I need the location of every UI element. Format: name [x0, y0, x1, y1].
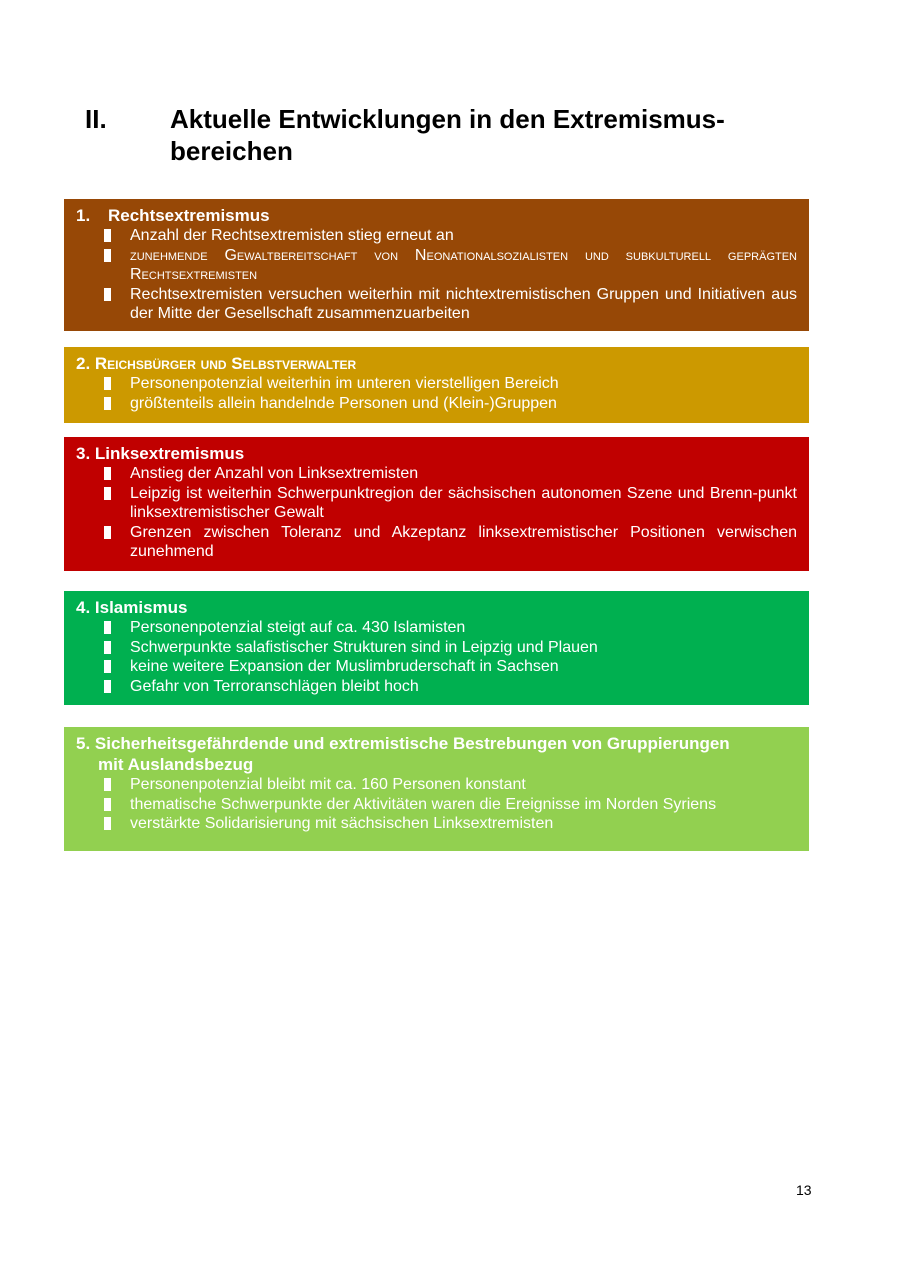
bullet-icon	[104, 249, 111, 262]
list-item-text: zunehmende Gewaltbereitschaft von Neonationalsozialisten und subkulturell geprägten Rechtsextremisten	[130, 246, 797, 283]
list-item-text: thematische Schwerpunkte der Aktivitäten waren die Ereignisse im Norden Syriens	[130, 795, 717, 813]
bullet-icon	[104, 288, 111, 301]
section-title-line: mit Auslandsbezug	[98, 755, 254, 774]
list-item-text: Gefahr von Terroranschlägen bleibt hoch	[130, 677, 419, 695]
section-list	[76, 618, 797, 696]
section-title: 3. Linksextremismus	[76, 444, 245, 463]
list-item-text: keine weitere Expansion der Muslimbruderschaft in Sachsen	[130, 658, 559, 675]
bullet-icon	[104, 778, 111, 791]
section-islamismus	[64, 591, 809, 705]
list-item-text: größtenteils allein handelnde Personen und (Klein-)Gruppen	[130, 394, 557, 412]
list-item	[76, 246, 797, 285]
section-title	[76, 733, 797, 775]
bullet-icon	[104, 621, 111, 634]
section-auslandsbezug	[64, 727, 809, 851]
list-item	[76, 484, 797, 523]
bullet-icon	[104, 229, 111, 242]
section-reichsbuerger	[64, 347, 809, 423]
section-linksextremismus	[64, 437, 809, 571]
bullet-icon	[104, 487, 111, 500]
section-list	[76, 775, 797, 834]
list-item	[76, 285, 797, 324]
list-item	[76, 775, 797, 795]
section-title	[76, 205, 797, 226]
list-item	[76, 795, 797, 815]
list-item	[76, 523, 797, 562]
list-item	[76, 618, 797, 638]
section-number: 1.	[76, 206, 91, 225]
list-item-text: Anstieg der Anzahl von Linksextremisten	[130, 465, 419, 482]
section-list	[76, 226, 797, 324]
list-item	[76, 638, 797, 658]
bullet-icon	[104, 526, 111, 539]
list-item	[76, 394, 797, 414]
bullet-icon	[104, 798, 111, 811]
list-item	[76, 464, 797, 484]
list-item-text: Personenpotenzial bleibt mit ca. 160 Personen konstant	[130, 776, 526, 793]
bullet-icon	[104, 641, 111, 654]
section-title-text: Rechtsextremismus	[108, 206, 270, 225]
chapter-number: II.	[85, 104, 107, 134]
list-item-text: Leipzig ist weiterhin Schwerpunktregion der sächsischen autonomen Szene und Brenn-punkt linksextremistischer Gewalt	[130, 484, 797, 521]
bullet-icon	[104, 377, 111, 390]
bullet-icon	[104, 660, 111, 673]
section-list	[76, 464, 797, 562]
list-item-text: Schwerpunkte salafistischer Strukturen sind in Leipzig und Plauen	[130, 638, 598, 656]
list-item	[76, 657, 797, 677]
list-item	[76, 226, 797, 246]
section-title: 4. Islamismus	[76, 598, 188, 617]
page-number: 13	[796, 1182, 812, 1198]
list-item-text: Grenzen zwischen Toleranz und Akzeptanz linksextremistischer Positionen verwischen zunehmend	[130, 523, 797, 560]
bullet-icon	[104, 397, 111, 410]
list-item-text: Personenpotenzial weiterhin im unteren vierstelligen Bereich	[130, 375, 559, 392]
section-list	[76, 374, 797, 413]
bullet-icon	[104, 467, 111, 480]
section-rechtsextremismus	[64, 199, 809, 331]
chapter-title: Aktuelle Entwicklungen in den Extremismus-bereichen	[170, 104, 725, 166]
section-title: 2. Reichsbürger und Selbstverwalter	[76, 354, 357, 373]
bullet-icon	[104, 680, 111, 693]
list-item-text: Rechtsextremisten versuchen weiterhin mit nichtextremistischen Gruppen und Initiativen aus der Mitte der Gesellschaft zusammenzuarbeiten	[130, 285, 797, 322]
list-item-text: Anzahl der Rechtsextremisten stieg erneut an	[130, 227, 454, 244]
list-item	[76, 374, 797, 394]
section-title-line: 5. Sicherheitsgefährdende und extremistische Bestrebungen von Gruppierungen	[76, 734, 730, 753]
list-item	[76, 814, 797, 834]
list-item	[76, 677, 797, 697]
list-item-text: verstärkte Solidarisierung mit sächsischen Linksextremisten	[130, 815, 554, 832]
list-item-text: Personenpotenzial steigt auf ca. 430 Islamisten	[130, 619, 466, 636]
bullet-icon	[104, 817, 111, 830]
